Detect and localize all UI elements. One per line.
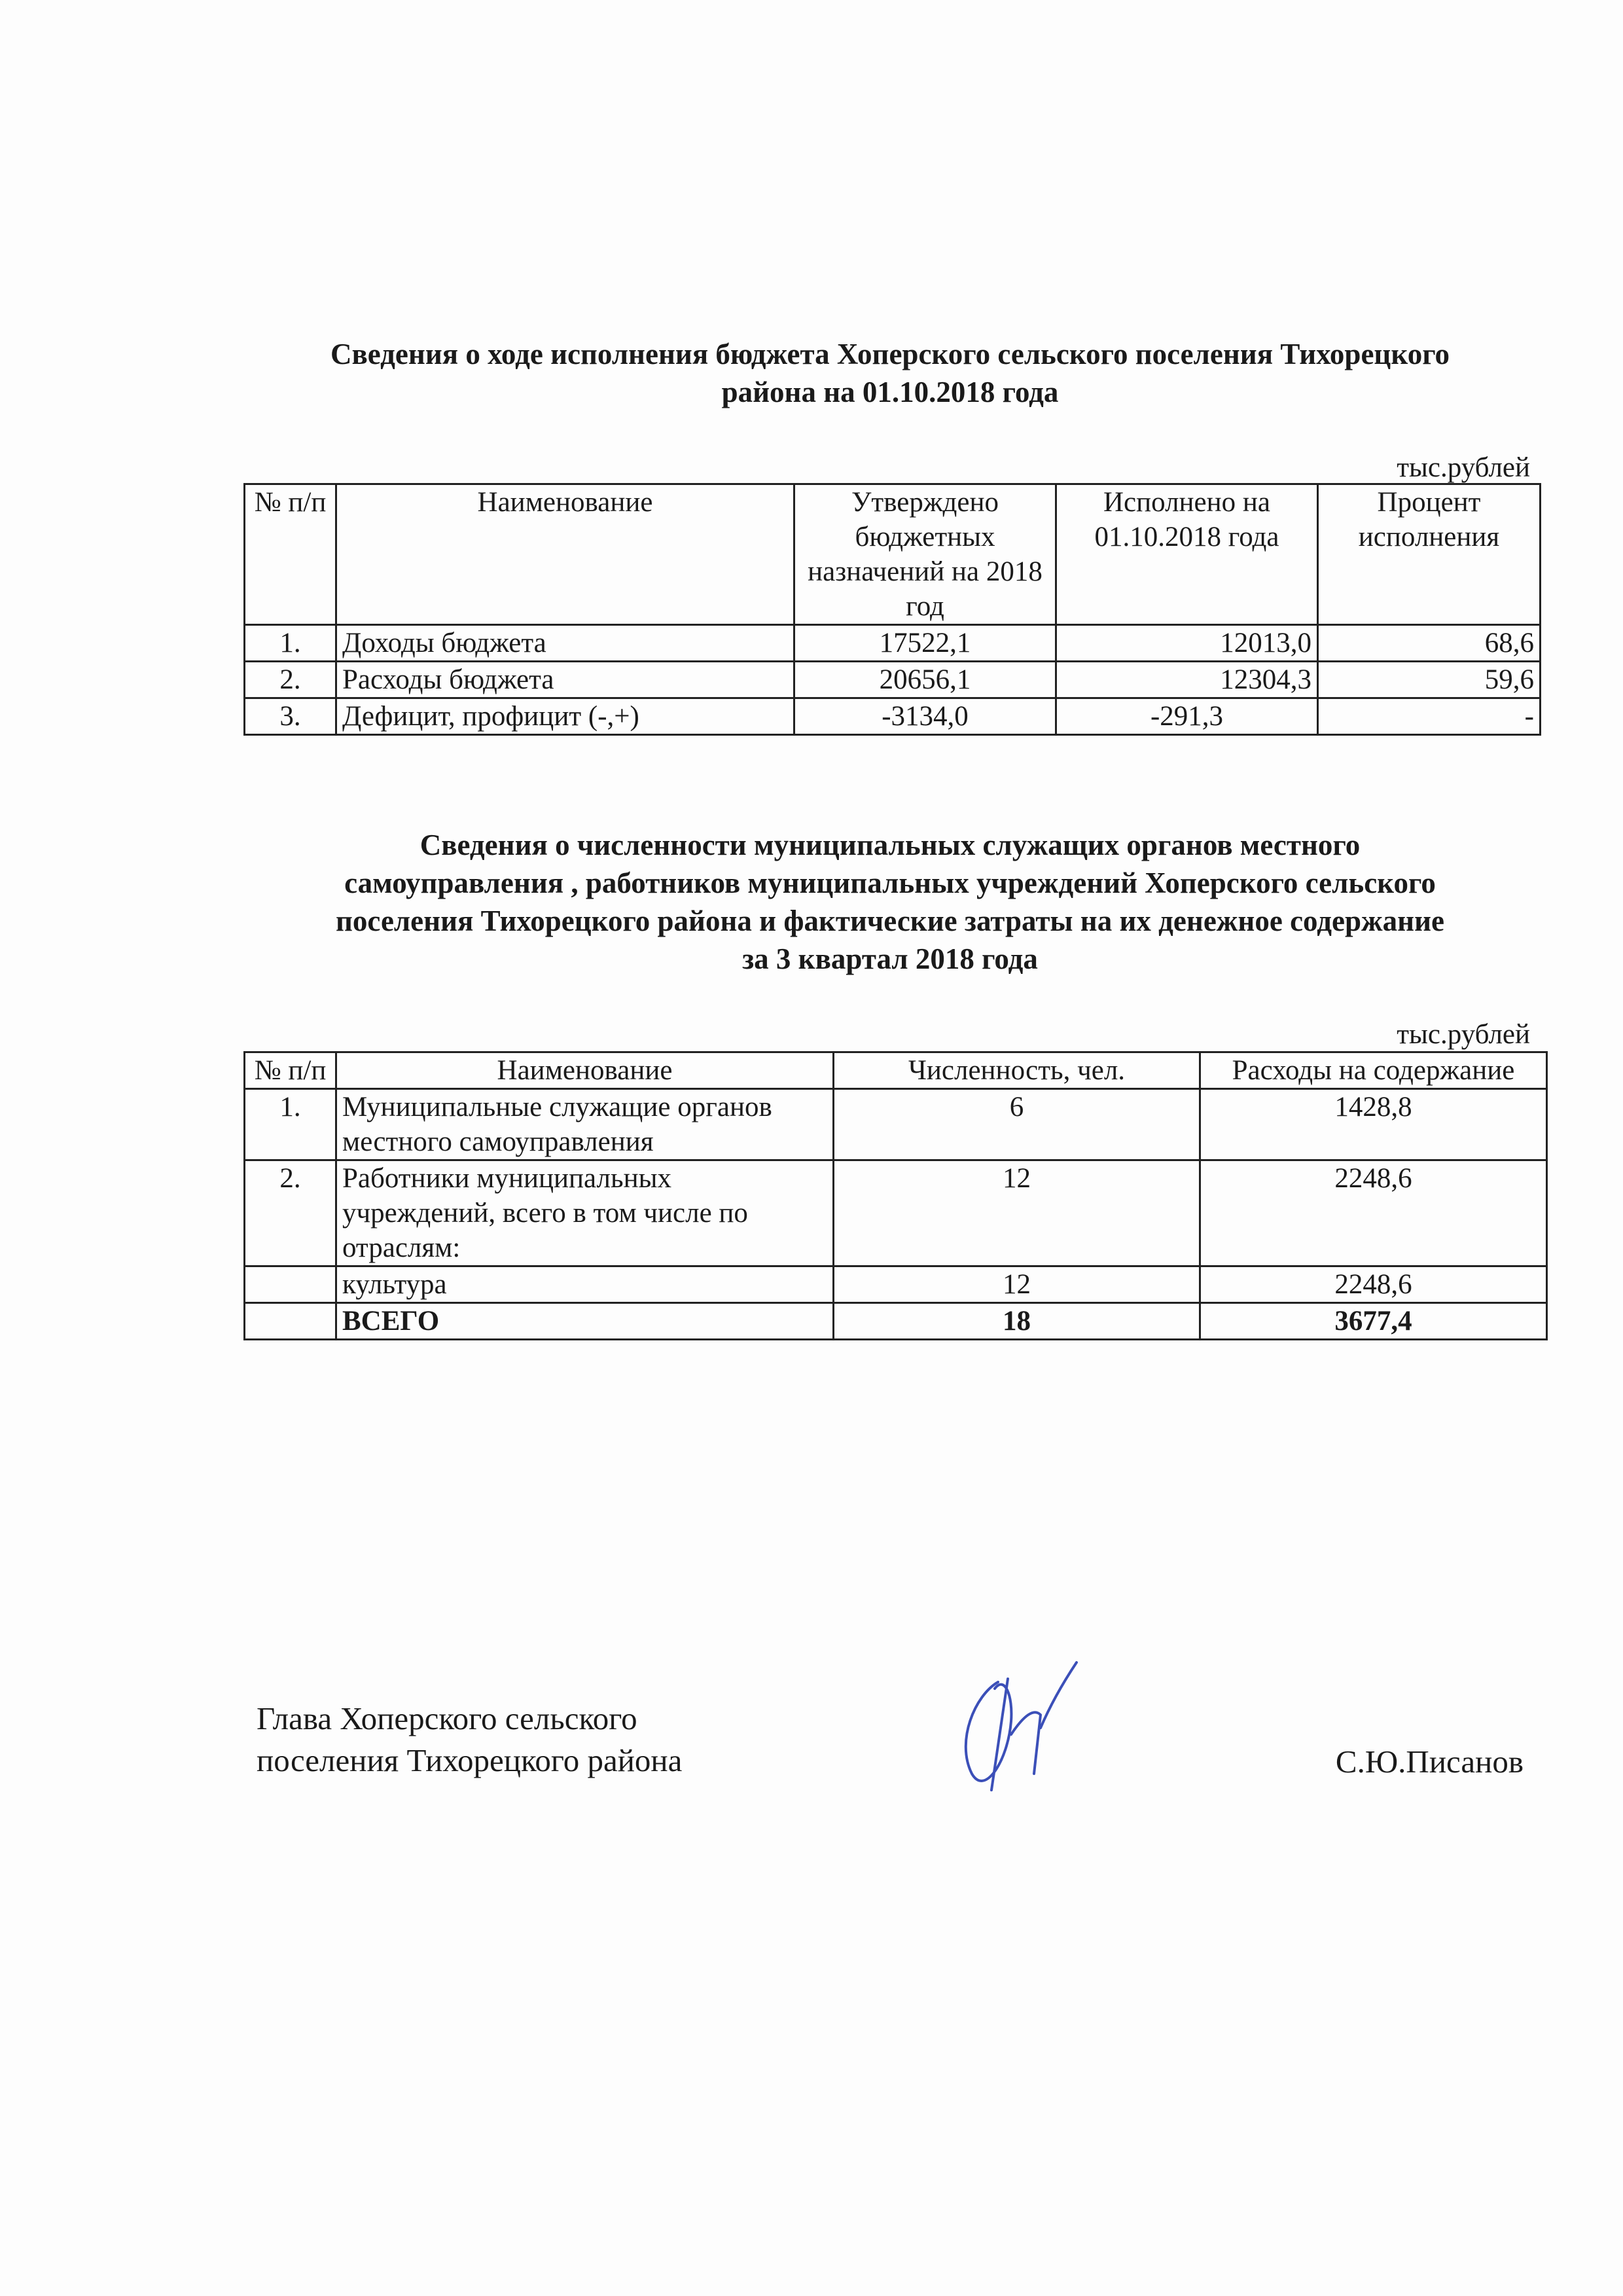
staff-header-name: Наименование xyxy=(336,1052,834,1089)
budget-header-name: Наименование xyxy=(336,484,794,625)
row-expense: 3677,4 xyxy=(1200,1303,1547,1340)
row-name: Дефицит, профицит (-,+) xyxy=(336,698,794,735)
budget-header-percent: Процент исполнения xyxy=(1318,484,1541,625)
staff-title xyxy=(249,826,1531,978)
row-approved: -3134,0 xyxy=(794,698,1056,735)
budget-title xyxy=(249,335,1531,411)
staff-units: тыс.рублей xyxy=(1397,1019,1530,1050)
table-row xyxy=(245,1089,1547,1160)
row-name: Расходы бюджета xyxy=(336,662,794,698)
budget-title-line2: района на 01.10.2018 года xyxy=(721,376,1059,408)
staff-title-line3: поселения Тихорецкого района и фактические затраты на их денежное содержание xyxy=(336,905,1444,937)
row-num: 2. xyxy=(245,1160,336,1266)
row-num: 1. xyxy=(245,625,336,662)
row-expense: 2248,6 xyxy=(1200,1160,1547,1266)
row-name: культура xyxy=(336,1266,834,1303)
budget-table xyxy=(243,483,1541,736)
table-row xyxy=(245,698,1541,735)
budget-title-line1: Сведения о ходе исполнения бюджета Хоперского сельского поселения Тихорецкого xyxy=(330,338,1450,370)
staff-header-count: Численность, чел. xyxy=(834,1052,1200,1089)
row-executed: 12304,3 xyxy=(1056,662,1318,698)
signer-position-line2: поселения Тихорецкого района xyxy=(257,1742,683,1778)
staff-header-row xyxy=(245,1052,1547,1089)
row-approved: 20656,1 xyxy=(794,662,1056,698)
row-count: 12 xyxy=(834,1160,1200,1266)
row-name: Муниципальные служащие органов местного самоуправления xyxy=(336,1089,834,1160)
row-expense: 2248,6 xyxy=(1200,1266,1547,1303)
staff-title-line2: самоуправления , работников муниципальных учреждений Хоперского сельского xyxy=(344,867,1436,899)
table-row xyxy=(245,1266,1547,1303)
signer-name: С.Ю.Писанов xyxy=(1335,1744,1524,1780)
row-approved: 17522,1 xyxy=(794,625,1056,662)
staff-header-expense: Расходы на содержание xyxy=(1200,1052,1547,1089)
table-row xyxy=(245,625,1541,662)
budget-units: тыс.рублей xyxy=(1397,452,1530,483)
row-name: Доходы бюджета xyxy=(336,625,794,662)
row-executed: 12013,0 xyxy=(1056,625,1318,662)
row-num xyxy=(245,1266,336,1303)
row-percent: 59,6 xyxy=(1318,662,1541,698)
row-count: 12 xyxy=(834,1266,1200,1303)
budget-header-row xyxy=(245,484,1541,625)
row-count: 6 xyxy=(834,1089,1200,1160)
row-percent: - xyxy=(1318,698,1541,735)
row-executed: -291,3 xyxy=(1056,698,1318,735)
row-num: 1. xyxy=(245,1089,336,1160)
staff-header-num: № п/п xyxy=(245,1052,336,1089)
row-name: ВСЕГО xyxy=(336,1303,834,1340)
staff-title-line4: за 3 квартал 2018 года xyxy=(742,942,1038,975)
row-count: 18 xyxy=(834,1303,1200,1340)
staff-title-line1: Сведения о численности муниципальных служащих органов местного xyxy=(419,829,1361,861)
row-name: Работники муниципальных учреждений, всего в том числе по отраслям: xyxy=(336,1160,834,1266)
budget-header-executed: Исполнено на 01.10.2018 года xyxy=(1056,484,1318,625)
budget-header-num: № п/п xyxy=(245,484,336,625)
signer-position-line1: Глава Хоперского сельского xyxy=(257,1700,637,1736)
row-percent: 68,6 xyxy=(1318,625,1541,662)
row-num: 2. xyxy=(245,662,336,698)
signer-position xyxy=(257,1698,682,1782)
table-row-total xyxy=(245,1303,1547,1340)
handwritten-signature xyxy=(936,1643,1086,1793)
budget-header-approved: Утверждено бюджетных назначений на 2018 год xyxy=(794,484,1056,625)
row-num: 3. xyxy=(245,698,336,735)
row-expense: 1428,8 xyxy=(1200,1089,1547,1160)
table-row xyxy=(245,1160,1547,1266)
row-num xyxy=(245,1303,336,1340)
staff-table xyxy=(243,1051,1548,1340)
table-row xyxy=(245,662,1541,698)
